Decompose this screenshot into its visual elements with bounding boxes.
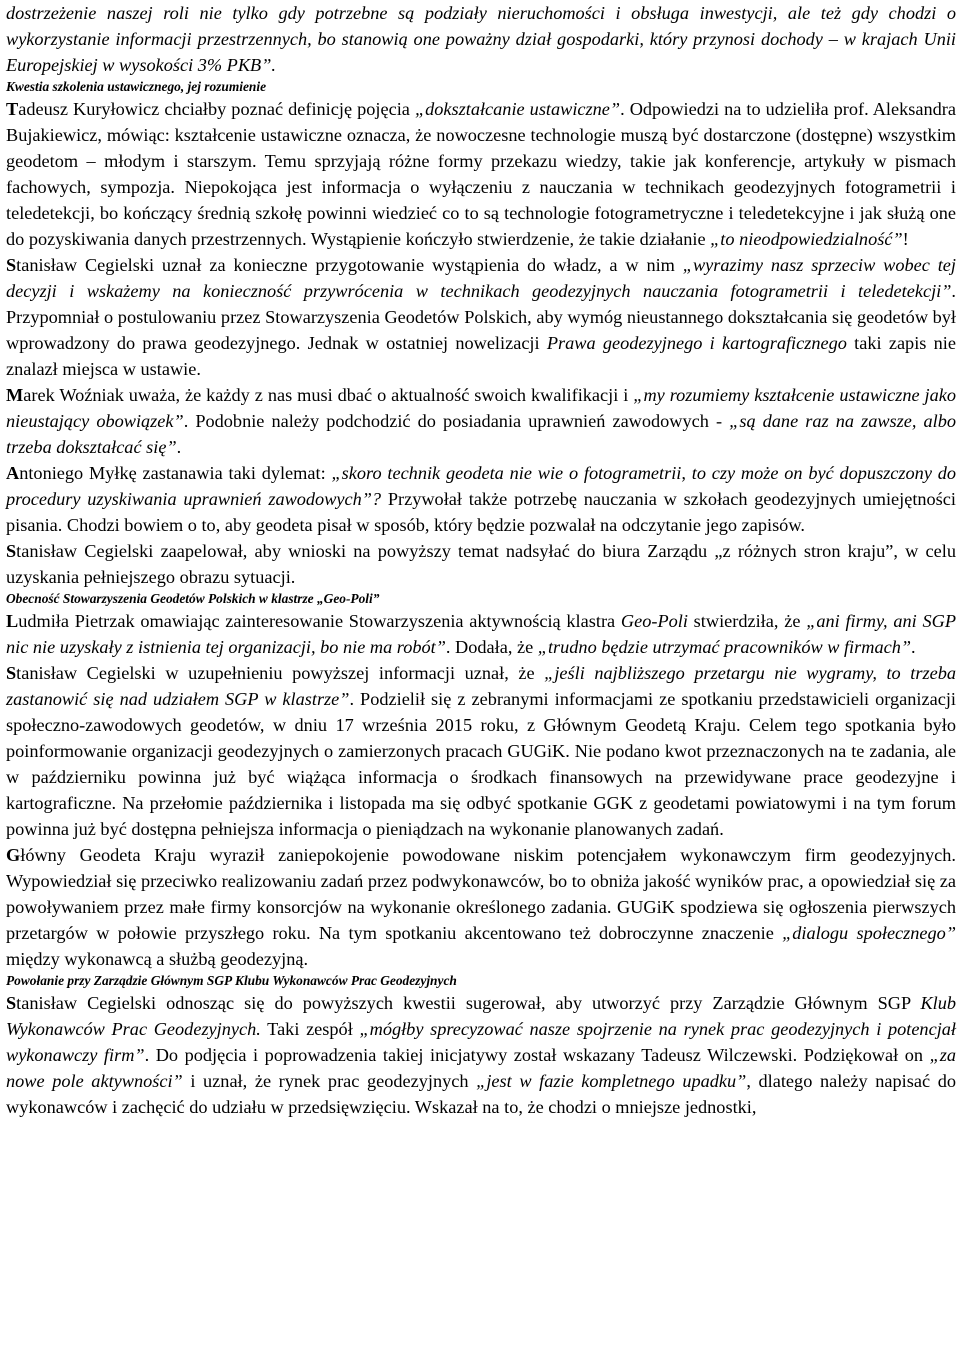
text-run: stwierdziła, że — [687, 611, 807, 631]
paragraph-initial: S — [6, 255, 17, 275]
body-paragraph — [6, 252, 956, 382]
text-run: łówny Geodeta Kraju wyraził zaniepokojenie powodowane niskim potencjałem wykonawczym firm geodezyjnych. Wypowiedział się przeciwko realizowaniu zadań przez podwykonawców, bo to obniża jakość wyników prac, a opowiedział się za powoływaniem przez małe firmy konsorcjów na wykonanie określonego zadania. GUGiK spodziewa się ogłoszenia pierwszych przetargów w połowie przyszłego roku. Na tym spotkaniu akcentowano też dobroczynne znaczenie — [6, 845, 957, 943]
italic-quote: „mógłby sprecyzować nasze spojrzenie na rynek prac geodezyjnych i potencjał wykonawczy firm” — [6, 1019, 956, 1065]
text-run: . Podobnie należy podchodzić do posiadania uprawnień zawodowych - — [183, 411, 730, 431]
text-run: . Podzielił się z zebranymi informacjami ze spotkaniu przedstawicieli organizacji społeczno-zawodowych geodetów, w dniu 17 września 2015 roku, z Głównym Geodetą Kraju. Celem tego spotkania było poinformowanie organizacji geodezyjnych o zamierzonych pracach GUGiK. Nie podano kwot przeznaczonych na te zadania, ale w październiku powinna już być wiążąca informacja o środkach finansowych na przewidywane prace geodezyjne i kartograficzne. Na przełomie października i listopada ma się odbyć spotkanie GGK z geodetami powiatowymi i na tym forum powinna już być dostępna pełniejsza informacja o pieniądzach na wykonanie planowanych zadań. — [6, 689, 956, 839]
italic-quote: „jeśli najbliższego przetargu nie wygramy, to trzeba zastanowić się nad udziałem SGP w klastrze” — [6, 663, 956, 709]
paragraph-initial: T — [6, 99, 19, 119]
body-paragraph — [6, 382, 956, 460]
body-paragraph — [6, 608, 956, 660]
italic-quote: „za nowe pole aktywności” — [6, 1045, 957, 1091]
italic-quote: „trudno będzie utrzymać pracowników w firmach” — [537, 637, 912, 657]
italic-quote: „jest w fazie kompletnego upadku” — [476, 1071, 747, 1091]
paragraph-initial: A — [6, 463, 20, 483]
body-paragraph — [6, 842, 956, 972]
text-run: ntoniego Myłkę zastanawia taki dylemat: — [19, 463, 332, 483]
italic-quote: „my rozumiemy kształcenie ustawiczne jako nieustający obowiązek” — [6, 385, 957, 431]
italic-quote: Geo-Poli — [620, 611, 688, 631]
body-paragraph — [6, 96, 956, 252]
text-run: ! — [902, 229, 909, 249]
italic-quote: „ani firmy, ani SGP nic nie uzyskały z istnienia tej organizacji, bo nie ma robót” — [6, 611, 956, 657]
body-paragraph — [6, 990, 956, 1120]
italic-quote: „dokształcanie ustawiczne” — [414, 99, 621, 119]
text-run: . — [911, 637, 916, 657]
italic-quote: Prawa geodezyjnego i kartograficznego — [546, 333, 847, 353]
paragraph-initial: M — [6, 385, 24, 405]
italic-quote: Klub Wykonawców Prac Geodezyjnych. — [6, 993, 956, 1039]
text-run: i uznał, że rynek prac geodezyjnych — [182, 1071, 477, 1091]
text-run: . — [176, 437, 182, 457]
text-run: . Do podjęcia i poprowadzenia takiej inicjatywy został wskazany Tadeusz Wilczewski. Podziękował on — [144, 1045, 930, 1065]
text-run: . Odpowiedzi na to udzieliła prof. Aleksandra Bujakiewicz, mówiąc: kształcenie ustawiczne oznacza, że nowoczesne technologie muszą być dostarczone (dostępne) wszystkim geodetom – młodym i starszym. Temu sprzyjają różne formy przekazu wiedzy, takie jak konferencje, artykuły w pismach fachowych, sympozja. Niepokojąca jest informacja o wyłączeniu z nauczania w technikach geodezyjnych fotogrametrii i teledetekcji, bo kończący średnią szkołę powinni wiedzieć co to są technologie fotogrametryczne i teledetekcyjne i jak służą one do pozyskiwania danych przestrzennych. Wystąpienie kończyło stwierdzenie, że takie działanie — [6, 99, 956, 249]
paragraph-initial: L — [6, 611, 19, 631]
paragraph-initial: S — [6, 541, 17, 561]
paragraph-initial: G — [6, 845, 21, 865]
body-paragraph — [6, 460, 956, 538]
text-run: adeusz Kuryłowicz chciałby poznać definicję pojęcia — [18, 99, 415, 119]
paragraph-initial: S — [6, 663, 17, 683]
section-heading: Obecność Stowarzyszenia Geodetów Polskich w klastrze „Geo-Poli” — [6, 591, 380, 606]
section-heading: Kwestia szkolenia ustawicznego, jej rozumienie — [6, 79, 267, 94]
italic-quote: „wyrazimy nasz sprzeciw wobec tej decyzji i wskażemy na konieczność przywrócenia w technikach geodezyjnych nauczania fotogrametrii i teledetekcji” — [6, 255, 956, 301]
text-run: tanisław Cegielski w uzupełnieniu powyższej informacji uznał, że — [16, 663, 545, 683]
text-run: tanisław Cegielski zaapelował, aby wnioski na powyższy temat nadsyłać do biura Zarządu „z różnych stron kraju”, w celu uzyskania pełniejszego obrazu sytuacji. — [6, 541, 956, 587]
text-run: . Dodała, że — [445, 637, 538, 657]
text-run: Przywołał także potrzebę nauczania w szkołach geodezyjnych umiejętności pisania. Chodzi bowiem o to, aby geodeta pisał w sposób, który będzie pozwalał na odczytanie jego zapisów. — [6, 489, 956, 535]
text-run: udmiła Pietrzak omawiając zainteresowanie Stowarzyszenia aktywnością klastra — [18, 611, 621, 631]
text-run: Taki zespół — [260, 1019, 360, 1039]
section-heading: Powołanie przy Zarządzie Głównym SGP Klubu Wykonawców Prac Geodezyjnych — [6, 973, 457, 988]
text-run: taki zapis nie znalazł miejsca w ustawie. — [6, 333, 956, 379]
italic-quote: dostrzeżenie naszej roli nie tylko gdy potrzebne są podziały nieruchomości i obsługa inwestycji, ale też gdy chodzi o wykorzystanie informacji przestrzennych, bo stanowią one poważny dział gospodarki, który przynosi dochody – w krajach Unii Europejskiej w wysokości 3% PKB”. — [6, 3, 956, 75]
text-run: tanisław Cegielski odnosząc się do powyższych kwestii sugerował, aby utworzyć przy Zarządzie Głównym SGP — [16, 993, 921, 1013]
paragraph-initial: S — [6, 993, 17, 1013]
text-run: tanisław Cegielski uznał za konieczne przygotowanie wystąpienia do władz, a w nim — [16, 255, 683, 275]
italic-quote: „to nieodpowiedzialność” — [710, 229, 903, 249]
text-run: arek Woźniak uważa, że każdy z nas musi dbać o aktualność swoich kwalifikacji i — [23, 385, 634, 405]
body-paragraph — [6, 538, 956, 590]
body-paragraph — [6, 0, 956, 78]
text-run: , dlatego należy napisać do wykonawców i zachęcić do udziału w przedsięwzięciu. Wskazał na to, że chodzi o mniejsze jednostki, — [6, 1071, 957, 1117]
body-paragraph — [6, 660, 956, 842]
italic-quote: „są dane raz na zawsze, albo trzeba dokształcać się” — [6, 411, 957, 457]
text-run: . Przypomniał o postulowaniu przez Stowarzyszenia Geodetów Polskich, aby wymóg nieustannego dokształcania się geodetów był wprowadzony do prawa geodezyjnego. Jednak w ostatniej nowelizacji — [6, 281, 956, 353]
text-run: między wykonawcą a służbą geodezyjną. — [6, 949, 309, 969]
italic-quote: „skoro technik geodeta nie wie o fotogrametrii, to czy może on być dopuszczony do procedury uzyskiwania uprawnień zawodowych”? — [6, 463, 957, 509]
italic-quote: „dialogu społecznego” — [782, 923, 956, 943]
